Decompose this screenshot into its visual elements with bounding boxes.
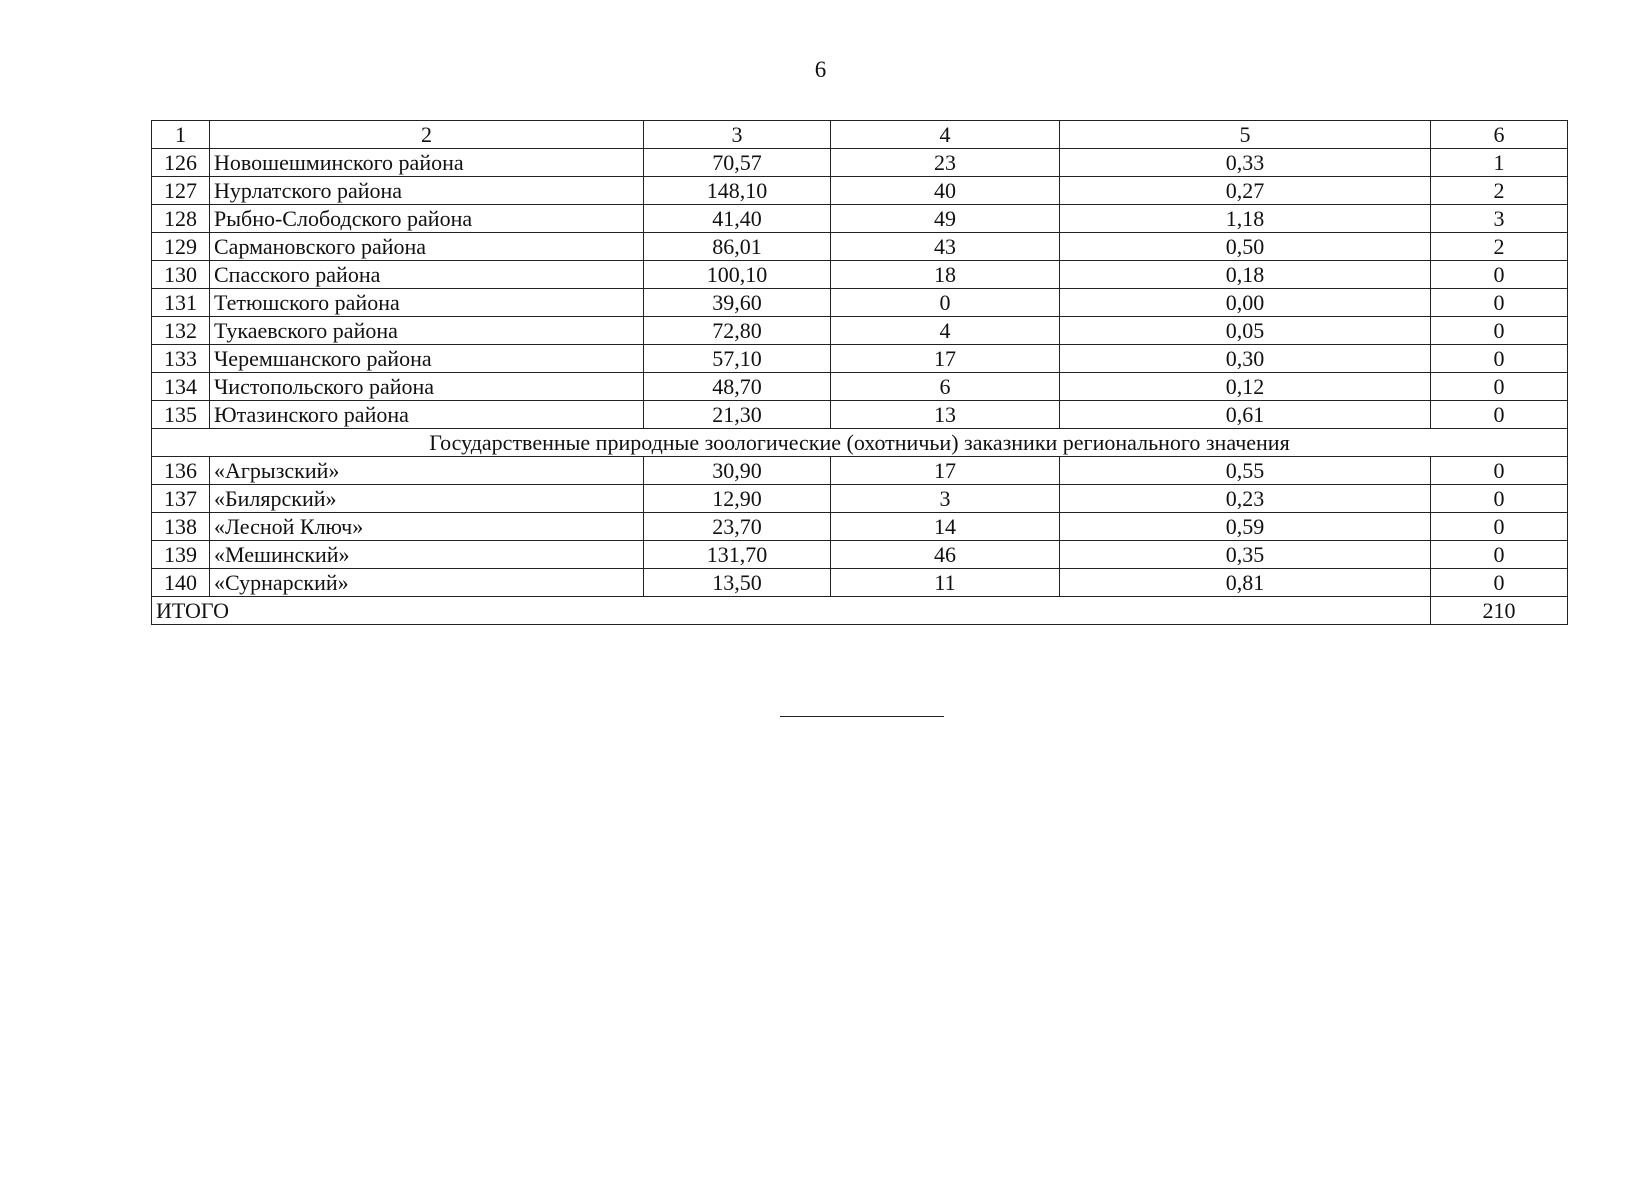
count-cell: 17 [831, 345, 1060, 373]
page-number: 6 [814, 57, 827, 82]
density-cell: 0,59 [1060, 513, 1431, 541]
quota-cell: 0 [1431, 373, 1568, 401]
density-cell: 0,50 [1060, 233, 1431, 261]
count-cell: 13 [831, 401, 1060, 429]
header-row [152, 121, 1568, 149]
table-row [152, 569, 1568, 597]
name-cell: Рыбно-Слободского района [210, 205, 644, 233]
row-number-cell: 132 [152, 317, 210, 345]
area-cell: 72,80 [644, 317, 831, 345]
count-cell: 14 [831, 513, 1060, 541]
quota-cell: 0 [1431, 513, 1568, 541]
density-cell: 0,18 [1060, 261, 1431, 289]
row-number-cell: 137 [152, 485, 210, 513]
table-row [152, 401, 1568, 429]
row-number-cell: 126 [152, 149, 210, 177]
header-cell: 3 [644, 121, 831, 149]
density-cell: 0,55 [1060, 457, 1431, 485]
count-cell: 49 [831, 205, 1060, 233]
quota-cell: 0 [1431, 485, 1568, 513]
name-cell: Сармановского района [210, 233, 644, 261]
area-cell: 100,10 [644, 261, 831, 289]
row-number-cell: 140 [152, 569, 210, 597]
quota-cell: 0 [1431, 345, 1568, 373]
name-cell: Чистопольского района [210, 373, 644, 401]
quota-cell: 0 [1431, 317, 1568, 345]
count-cell: 43 [831, 233, 1060, 261]
name-cell: «Агрызский» [210, 457, 644, 485]
count-cell: 18 [831, 261, 1060, 289]
data-table [151, 120, 1568, 625]
row-number-cell: 130 [152, 261, 210, 289]
table-row [152, 177, 1568, 205]
area-cell: 57,10 [644, 345, 831, 373]
table-body [152, 121, 1568, 625]
row-number-cell: 135 [152, 401, 210, 429]
table-row [152, 289, 1568, 317]
quota-cell: 0 [1431, 569, 1568, 597]
area-cell: 23,70 [644, 513, 831, 541]
header-cell: 1 [152, 121, 210, 149]
total-row [152, 597, 1568, 625]
quota-cell: 0 [1431, 401, 1568, 429]
table-row [152, 233, 1568, 261]
table-row [152, 457, 1568, 485]
quota-cell: 1 [1431, 149, 1568, 177]
row-number-cell: 129 [152, 233, 210, 261]
density-cell: 0,00 [1060, 289, 1431, 317]
quota-cell: 2 [1431, 233, 1568, 261]
name-cell: Новошешминского района [210, 149, 644, 177]
section-title: Государственные природные зоологические (охотничьи) заказники регионального значения [152, 429, 1568, 457]
row-number-cell: 136 [152, 457, 210, 485]
count-cell: 0 [831, 289, 1060, 317]
density-cell: 0,81 [1060, 569, 1431, 597]
area-cell: 12,90 [644, 485, 831, 513]
density-cell: 0,12 [1060, 373, 1431, 401]
row-number-cell: 133 [152, 345, 210, 373]
quota-cell: 0 [1431, 457, 1568, 485]
area-cell: 131,70 [644, 541, 831, 569]
table-row [152, 261, 1568, 289]
section-row [152, 429, 1568, 457]
area-cell: 86,01 [644, 233, 831, 261]
name-cell: «Мешинский» [210, 541, 644, 569]
table-row [152, 485, 1568, 513]
name-cell: Ютазинского района [210, 401, 644, 429]
table-row [152, 513, 1568, 541]
table-row [152, 541, 1568, 569]
count-cell: 6 [831, 373, 1060, 401]
density-cell: 0,61 [1060, 401, 1431, 429]
count-cell: 17 [831, 457, 1060, 485]
area-cell: 21,30 [644, 401, 831, 429]
name-cell: Тукаевского района [210, 317, 644, 345]
quota-cell: 0 [1431, 261, 1568, 289]
name-cell: «Сурнарский» [210, 569, 644, 597]
area-cell: 13,50 [644, 569, 831, 597]
area-cell: 39,60 [644, 289, 831, 317]
table-row [152, 373, 1568, 401]
row-number-cell: 131 [152, 289, 210, 317]
row-number-cell: 138 [152, 513, 210, 541]
table-row [152, 317, 1568, 345]
quota-cell: 0 [1431, 289, 1568, 317]
name-cell: «Лесной Ключ» [210, 513, 644, 541]
area-cell: 148,10 [644, 177, 831, 205]
total-value: 210 [1431, 597, 1568, 625]
total-label: ИТОГО [152, 597, 1431, 625]
density-cell: 0,30 [1060, 345, 1431, 373]
area-cell: 41,40 [644, 205, 831, 233]
header-cell: 4 [831, 121, 1060, 149]
count-cell: 11 [831, 569, 1060, 597]
table-row [152, 345, 1568, 373]
footer-divider [780, 716, 944, 717]
count-cell: 23 [831, 149, 1060, 177]
density-cell: 0,23 [1060, 485, 1431, 513]
area-cell: 30,90 [644, 457, 831, 485]
density-cell: 0,33 [1060, 149, 1431, 177]
row-number-cell: 134 [152, 373, 210, 401]
density-cell: 0,27 [1060, 177, 1431, 205]
count-cell: 40 [831, 177, 1060, 205]
quota-cell: 3 [1431, 205, 1568, 233]
row-number-cell: 128 [152, 205, 210, 233]
density-cell: 0,05 [1060, 317, 1431, 345]
count-cell: 3 [831, 485, 1060, 513]
name-cell: Нурлатского района [210, 177, 644, 205]
area-cell: 70,57 [644, 149, 831, 177]
density-cell: 1,18 [1060, 205, 1431, 233]
area-cell: 48,70 [644, 373, 831, 401]
row-number-cell: 139 [152, 541, 210, 569]
name-cell: Тетюшского района [210, 289, 644, 317]
quota-cell: 2 [1431, 177, 1568, 205]
header-cell: 5 [1060, 121, 1431, 149]
density-cell: 0,35 [1060, 541, 1431, 569]
header-cell: 2 [210, 121, 644, 149]
table-row [152, 149, 1568, 177]
count-cell: 4 [831, 317, 1060, 345]
quota-cell: 0 [1431, 541, 1568, 569]
table-row [152, 205, 1568, 233]
name-cell: Черемшанского района [210, 345, 644, 373]
count-cell: 46 [831, 541, 1060, 569]
header-cell: 6 [1431, 121, 1568, 149]
row-number-cell: 127 [152, 177, 210, 205]
name-cell: «Билярский» [210, 485, 644, 513]
name-cell: Спасского района [210, 261, 644, 289]
